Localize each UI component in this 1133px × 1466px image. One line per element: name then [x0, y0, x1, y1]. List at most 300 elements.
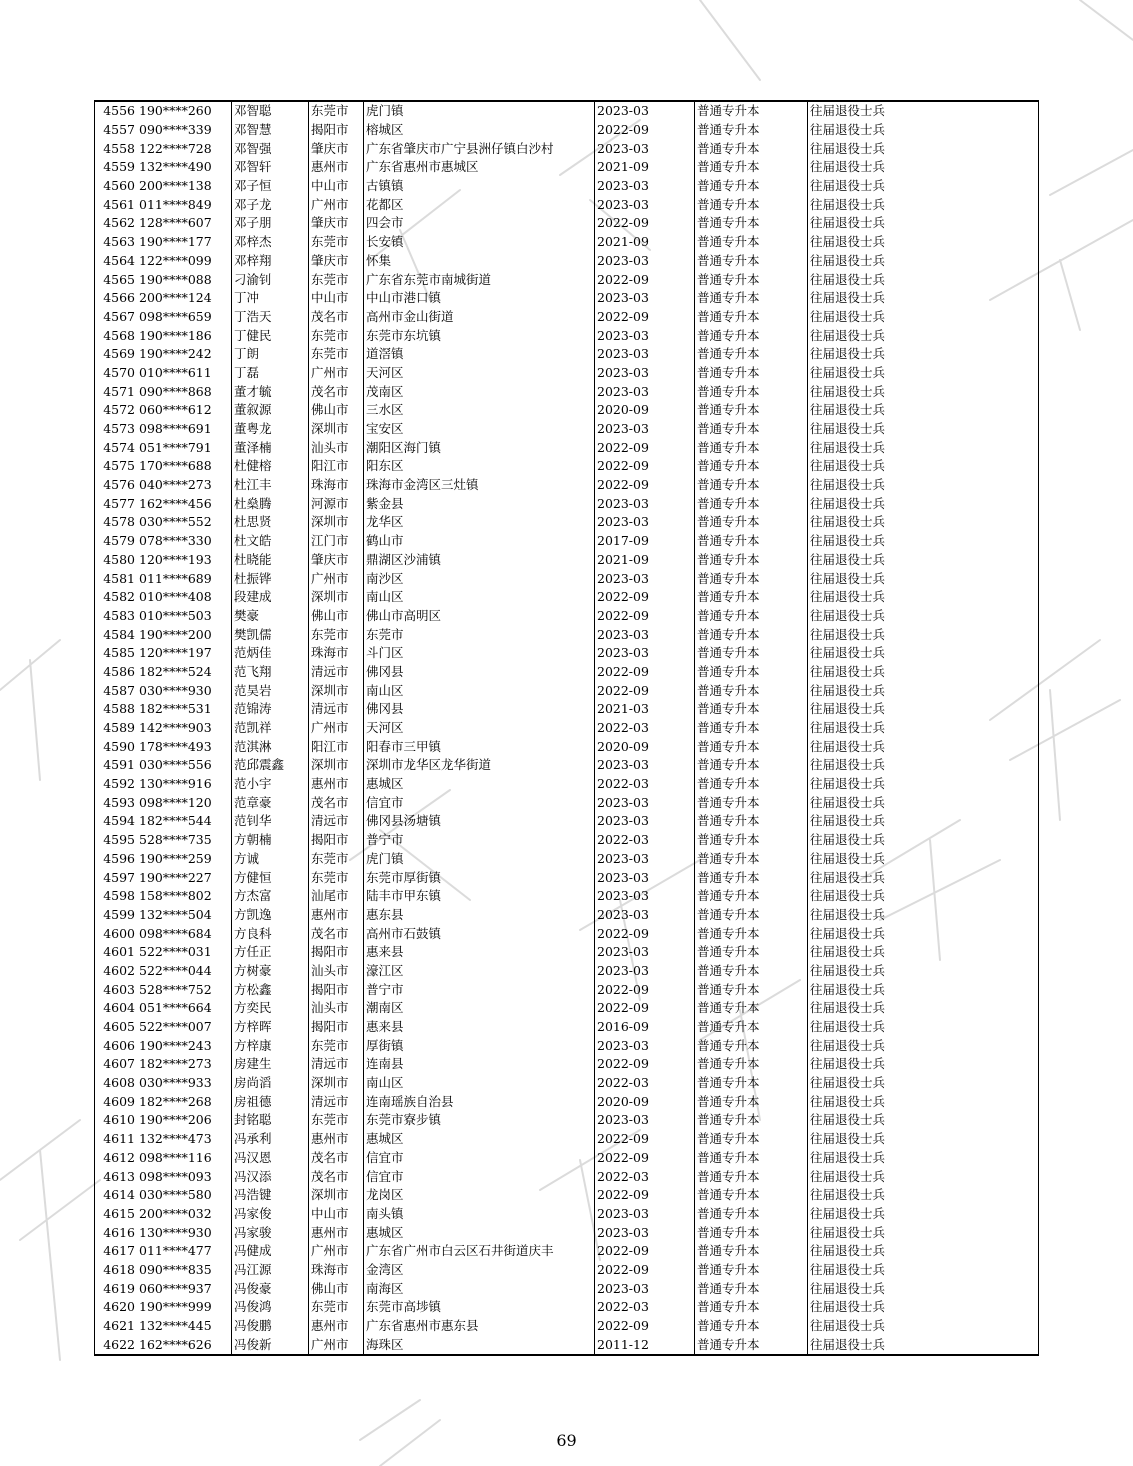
exam-type-cell: 普通专升本: [695, 887, 808, 906]
candidate-id-cell: 200****138: [137, 177, 232, 196]
address-cell: 信宜市: [364, 793, 595, 812]
row-number-cell: 4605: [95, 1018, 138, 1037]
candidate-name-cell: 范邱震鑫: [232, 756, 309, 775]
exam-type-cell: 普通专升本: [695, 793, 808, 812]
enlist-date-cell: 2023-03: [595, 906, 695, 925]
category-cell: 往届退役士兵: [808, 438, 1039, 457]
enlist-date-cell: 2023-03: [595, 195, 695, 214]
row-number-cell: 4586: [95, 663, 138, 682]
address-cell: 惠来县: [364, 1018, 595, 1037]
table-row: [95, 737, 1039, 756]
table-row: [95, 289, 1039, 308]
candidate-id-cell: 182****544: [137, 812, 232, 831]
city-cell: 广州市: [309, 195, 364, 214]
exam-type-cell: 普通专升本: [695, 158, 808, 177]
city-cell: 清远市: [309, 1092, 364, 1111]
table-row: [95, 644, 1039, 663]
category-cell: 往届退役士兵: [808, 569, 1039, 588]
enlist-date-cell: 2011-12: [595, 1335, 695, 1355]
candidate-name-cell: 丁朗: [232, 345, 309, 364]
enlist-date-cell: 2023-03: [595, 1205, 695, 1224]
table-row: [95, 1055, 1039, 1074]
row-number-cell: 4591: [95, 756, 138, 775]
enlist-date-cell: 2023-03: [595, 289, 695, 308]
table-row: [95, 1018, 1039, 1037]
candidate-id-cell: 011****477: [137, 1242, 232, 1261]
candidate-name-cell: 丁冲: [232, 289, 309, 308]
candidate-name-cell: 范淇淋: [232, 737, 309, 756]
candidate-id-cell: 078****330: [137, 532, 232, 551]
exam-type-cell: 普通专升本: [695, 1130, 808, 1149]
category-cell: 往届退役士兵: [808, 214, 1039, 233]
address-cell: 东莞市东坑镇: [364, 326, 595, 345]
table-row: [95, 999, 1039, 1018]
row-number-cell: 4608: [95, 1074, 138, 1093]
enlist-date-cell: 2023-03: [595, 139, 695, 158]
address-cell: 广东省广州市白云区石井街道庆丰: [364, 1242, 595, 1261]
city-cell: 揭阳市: [309, 121, 364, 140]
row-number-cell: 4571: [95, 382, 138, 401]
address-cell: 普宁市: [364, 831, 595, 850]
candidate-name-cell: 邓梓杰: [232, 233, 309, 252]
city-cell: 中山市: [309, 177, 364, 196]
category-cell: 往届退役士兵: [808, 401, 1039, 420]
category-cell: 往届退役士兵: [808, 513, 1039, 532]
exam-type-cell: 普通专升本: [695, 195, 808, 214]
enlist-date-cell: 2023-03: [595, 382, 695, 401]
candidate-name-cell: 邓智聪: [232, 101, 309, 121]
row-number-cell: 4564: [95, 252, 138, 271]
candidate-name-cell: 方杰富: [232, 887, 309, 906]
candidate-id-cell: 162****626: [137, 1335, 232, 1355]
category-cell: 往届退役士兵: [808, 1149, 1039, 1168]
address-cell: 惠东县: [364, 906, 595, 925]
table-row: [95, 345, 1039, 364]
category-cell: 往届退役士兵: [808, 607, 1039, 626]
candidate-name-cell: 方梓晖: [232, 1018, 309, 1037]
enlist-date-cell: 2023-03: [595, 364, 695, 383]
category-cell: 往届退役士兵: [808, 793, 1039, 812]
enlist-date-cell: 2022-09: [595, 663, 695, 682]
candidate-name-cell: 范小宇: [232, 775, 309, 794]
table-row: [95, 962, 1039, 981]
category-cell: 往届退役士兵: [808, 980, 1039, 999]
table-row: [95, 569, 1039, 588]
enlist-date-cell: 2022-09: [595, 438, 695, 457]
enlist-date-cell: 2023-03: [595, 625, 695, 644]
table-row: [95, 756, 1039, 775]
enlist-date-cell: 2020-09: [595, 401, 695, 420]
address-cell: 信宜市: [364, 1149, 595, 1168]
enlist-date-cell: 2022-03: [595, 775, 695, 794]
city-cell: 东莞市: [309, 101, 364, 121]
row-number-cell: 4584: [95, 625, 138, 644]
address-cell: 信宜市: [364, 1167, 595, 1186]
address-cell: 龙岗区: [364, 1186, 595, 1205]
address-cell: 鼎湖区沙浦镇: [364, 551, 595, 570]
category-cell: 往届退役士兵: [808, 551, 1039, 570]
address-cell: 佛冈县汤塘镇: [364, 812, 595, 831]
candidate-name-cell: 范锦涛: [232, 700, 309, 719]
city-cell: 广州市: [309, 1242, 364, 1261]
row-number-cell: 4596: [95, 850, 138, 869]
city-cell: 清远市: [309, 700, 364, 719]
address-cell: 虎门镇: [364, 850, 595, 869]
candidate-name-cell: 方凯逸: [232, 906, 309, 925]
candidate-id-cell: 040****273: [137, 476, 232, 495]
row-number-cell: 4557: [95, 121, 138, 140]
address-cell: 南海区: [364, 1279, 595, 1298]
row-number-cell: 4601: [95, 943, 138, 962]
city-cell: 惠州市: [309, 1317, 364, 1336]
candidate-name-cell: 方松鑫: [232, 980, 309, 999]
category-cell: 往届退役士兵: [808, 1317, 1039, 1336]
city-cell: 广州市: [309, 719, 364, 738]
exam-type-cell: 普通专升本: [695, 980, 808, 999]
candidate-name-cell: 丁健民: [232, 326, 309, 345]
address-cell: 惠城区: [364, 1130, 595, 1149]
city-cell: 茂名市: [309, 382, 364, 401]
candidate-id-cell: 132****490: [137, 158, 232, 177]
candidate-name-cell: 邓智强: [232, 139, 309, 158]
enlist-date-cell: 2023-03: [595, 1279, 695, 1298]
table-row: [95, 1279, 1039, 1298]
category-cell: 往届退役士兵: [808, 270, 1039, 289]
table-row: [95, 364, 1039, 383]
candidate-id-cell: 120****193: [137, 551, 232, 570]
row-number-cell: 4583: [95, 607, 138, 626]
table-row: [95, 1130, 1039, 1149]
enlist-date-cell: 2022-09: [595, 1317, 695, 1336]
exam-type-cell: 普通专升本: [695, 569, 808, 588]
table-row: [95, 868, 1039, 887]
row-number-cell: 4566: [95, 289, 138, 308]
table-row: [95, 719, 1039, 738]
exam-type-cell: 普通专升本: [695, 831, 808, 850]
city-cell: 汕头市: [309, 999, 364, 1018]
candidate-name-cell: 邓子朋: [232, 214, 309, 233]
row-number-cell: 4558: [95, 139, 138, 158]
table-row: [95, 420, 1039, 439]
city-cell: 惠州市: [309, 1223, 364, 1242]
category-cell: 往届退役士兵: [808, 1205, 1039, 1224]
category-cell: 往届退役士兵: [808, 326, 1039, 345]
category-cell: 往届退役士兵: [808, 233, 1039, 252]
city-cell: 广州市: [309, 1335, 364, 1355]
exam-type-cell: 普通专升本: [695, 438, 808, 457]
enlist-date-cell: 2022-09: [595, 607, 695, 626]
category-cell: 往届退役士兵: [808, 1130, 1039, 1149]
candidate-name-cell: 冯汉添: [232, 1167, 309, 1186]
candidate-name-cell: 邓智慧: [232, 121, 309, 140]
candidate-id-cell: 060****937: [137, 1279, 232, 1298]
candidate-name-cell: 樊豪: [232, 607, 309, 626]
roster-table: [94, 100, 1039, 1356]
address-cell: 南山区: [364, 588, 595, 607]
table-row: [95, 532, 1039, 551]
category-cell: 往届退役士兵: [808, 737, 1039, 756]
table-row: [95, 1335, 1039, 1355]
city-cell: 东莞市: [309, 326, 364, 345]
address-cell: 阳春市三甲镇: [364, 737, 595, 756]
candidate-name-cell: 刁渝钊: [232, 270, 309, 289]
category-cell: 往届退役士兵: [808, 962, 1039, 981]
exam-type-cell: 普通专升本: [695, 101, 808, 121]
city-cell: 东莞市: [309, 625, 364, 644]
enlist-date-cell: 2023-03: [595, 1223, 695, 1242]
row-number-cell: 4610: [95, 1111, 138, 1130]
category-cell: 往届退役士兵: [808, 663, 1039, 682]
exam-type-cell: 普通专升本: [695, 1167, 808, 1186]
enlist-date-cell: 2022-03: [595, 1298, 695, 1317]
city-cell: 东莞市: [309, 1111, 364, 1130]
row-number-cell: 4573: [95, 420, 138, 439]
address-cell: 潮南区: [364, 999, 595, 1018]
exam-type-cell: 普通专升本: [695, 850, 808, 869]
table-row: [95, 1186, 1039, 1205]
enlist-date-cell: 2021-09: [595, 158, 695, 177]
row-number-cell: 4598: [95, 887, 138, 906]
table-row: [95, 1261, 1039, 1280]
city-cell: 深圳市: [309, 756, 364, 775]
enlist-date-cell: 2023-03: [595, 756, 695, 775]
table-row: [95, 906, 1039, 925]
address-cell: 惠来县: [364, 943, 595, 962]
candidate-id-cell: 130****916: [137, 775, 232, 794]
category-cell: 往届退役士兵: [808, 924, 1039, 943]
exam-type-cell: 普通专升本: [695, 532, 808, 551]
address-cell: 潮阳区海门镇: [364, 438, 595, 457]
table-row: [95, 943, 1039, 962]
exam-type-cell: 普通专升本: [695, 233, 808, 252]
candidate-name-cell: 杜晓能: [232, 551, 309, 570]
candidate-id-cell: 098****691: [137, 420, 232, 439]
table-row: [95, 457, 1039, 476]
exam-type-cell: 普通专升本: [695, 1335, 808, 1355]
row-number-cell: 4594: [95, 812, 138, 831]
table-row: [95, 308, 1039, 327]
category-cell: 往届退役士兵: [808, 588, 1039, 607]
city-cell: 佛山市: [309, 401, 364, 420]
candidate-id-cell: 130****930: [137, 1223, 232, 1242]
exam-type-cell: 普通专升本: [695, 607, 808, 626]
row-number-cell: 4595: [95, 831, 138, 850]
category-cell: 往届退役士兵: [808, 195, 1039, 214]
address-cell: 怀集: [364, 252, 595, 271]
exam-type-cell: 普通专升本: [695, 644, 808, 663]
enlist-date-cell: 2022-03: [595, 1074, 695, 1093]
candidate-id-cell: 132****445: [137, 1317, 232, 1336]
candidate-name-cell: 冯家俊: [232, 1205, 309, 1224]
category-cell: 往届退役士兵: [808, 1186, 1039, 1205]
candidate-id-cell: 030****933: [137, 1074, 232, 1093]
enlist-date-cell: 2022-09: [595, 999, 695, 1018]
row-number-cell: 4574: [95, 438, 138, 457]
exam-type-cell: 普通专升本: [695, 177, 808, 196]
category-cell: 往届退役士兵: [808, 532, 1039, 551]
candidate-name-cell: 冯健成: [232, 1242, 309, 1261]
table-row: [95, 1036, 1039, 1055]
address-cell: 东莞市高埗镇: [364, 1298, 595, 1317]
exam-type-cell: 普通专升本: [695, 924, 808, 943]
candidate-id-cell: 190****186: [137, 326, 232, 345]
candidate-id-cell: 200****124: [137, 289, 232, 308]
city-cell: 深圳市: [309, 1186, 364, 1205]
category-cell: 往届退役士兵: [808, 308, 1039, 327]
table-row: [95, 793, 1039, 812]
category-cell: 往届退役士兵: [808, 906, 1039, 925]
address-cell: 高州市金山街道: [364, 308, 595, 327]
table-row: [95, 1223, 1039, 1242]
row-number-cell: 4581: [95, 569, 138, 588]
candidate-id-cell: 098****093: [137, 1167, 232, 1186]
row-number-cell: 4612: [95, 1149, 138, 1168]
table-row: [95, 625, 1039, 644]
city-cell: 深圳市: [309, 588, 364, 607]
candidate-name-cell: 杜振铧: [232, 569, 309, 588]
address-cell: 东莞市寮步镇: [364, 1111, 595, 1130]
exam-type-cell: 普通专升本: [695, 1092, 808, 1111]
city-cell: 汕头市: [309, 438, 364, 457]
table-row: [95, 494, 1039, 513]
candidate-id-cell: 011****689: [137, 569, 232, 588]
candidate-id-cell: 128****607: [137, 214, 232, 233]
candidate-name-cell: 冯浩键: [232, 1186, 309, 1205]
row-number-cell: 4599: [95, 906, 138, 925]
enlist-date-cell: 2023-03: [595, 1036, 695, 1055]
candidate-name-cell: 冯承利: [232, 1130, 309, 1149]
candidate-id-cell: 190****260: [137, 101, 232, 121]
city-cell: 惠州市: [309, 158, 364, 177]
category-cell: 往届退役士兵: [808, 625, 1039, 644]
city-cell: 珠海市: [309, 476, 364, 495]
exam-type-cell: 普通专升本: [695, 382, 808, 401]
address-cell: 连南瑶族自治县: [364, 1092, 595, 1111]
category-cell: 往届退役士兵: [808, 700, 1039, 719]
candidate-id-cell: 190****200: [137, 625, 232, 644]
table-row: [95, 513, 1039, 532]
exam-type-cell: 普通专升本: [695, 775, 808, 794]
enlist-date-cell: 2022-09: [595, 1261, 695, 1280]
candidate-id-cell: 051****664: [137, 999, 232, 1018]
city-cell: 茂名市: [309, 308, 364, 327]
category-cell: 往届退役士兵: [808, 1335, 1039, 1355]
candidate-name-cell: 杜健榕: [232, 457, 309, 476]
city-cell: 汕尾市: [309, 887, 364, 906]
row-number-cell: 4585: [95, 644, 138, 663]
city-cell: 东莞市: [309, 1298, 364, 1317]
candidate-name-cell: 方诚: [232, 850, 309, 869]
city-cell: 珠海市: [309, 644, 364, 663]
table-row: [95, 195, 1039, 214]
candidate-id-cell: 182****524: [137, 663, 232, 682]
city-cell: 广州市: [309, 569, 364, 588]
table-row: [95, 1167, 1039, 1186]
candidate-id-cell: 190****206: [137, 1111, 232, 1130]
address-cell: 濠江区: [364, 962, 595, 981]
candidate-name-cell: 房祖德: [232, 1092, 309, 1111]
exam-type-cell: 普通专升本: [695, 364, 808, 383]
table-row: [95, 139, 1039, 158]
address-cell: 高州市石鼓镇: [364, 924, 595, 943]
city-cell: 惠州市: [309, 906, 364, 925]
exam-type-cell: 普通专升本: [695, 1317, 808, 1336]
row-number-cell: 4576: [95, 476, 138, 495]
exam-type-cell: 普通专升本: [695, 1223, 808, 1242]
address-cell: 虎门镇: [364, 101, 595, 121]
candidate-name-cell: 董才毓: [232, 382, 309, 401]
row-number-cell: 4622: [95, 1335, 138, 1355]
category-cell: 往届退役士兵: [808, 101, 1039, 121]
category-cell: 往届退役士兵: [808, 364, 1039, 383]
address-cell: 三水区: [364, 401, 595, 420]
city-cell: 汕头市: [309, 962, 364, 981]
exam-type-cell: 普通专升本: [695, 1261, 808, 1280]
row-number-cell: 4580: [95, 551, 138, 570]
exam-type-cell: 普通专升本: [695, 1279, 808, 1298]
enlist-date-cell: 2023-03: [595, 177, 695, 196]
enlist-date-cell: 2021-03: [595, 700, 695, 719]
candidate-name-cell: 方健恒: [232, 868, 309, 887]
address-cell: 陆丰市甲东镇: [364, 887, 595, 906]
candidate-name-cell: 封铭聪: [232, 1111, 309, 1130]
address-cell: 道滘镇: [364, 345, 595, 364]
address-cell: 连南县: [364, 1055, 595, 1074]
category-cell: 往届退役士兵: [808, 868, 1039, 887]
address-cell: 广东省惠州市惠城区: [364, 158, 595, 177]
enlist-date-cell: 2023-03: [595, 1111, 695, 1130]
category-cell: 往届退役士兵: [808, 756, 1039, 775]
category-cell: 往届退役士兵: [808, 943, 1039, 962]
row-number-cell: 4577: [95, 494, 138, 513]
candidate-id-cell: 182****273: [137, 1055, 232, 1074]
enlist-date-cell: 2023-03: [595, 420, 695, 439]
candidate-name-cell: 范凯祥: [232, 719, 309, 738]
enlist-date-cell: 2023-03: [595, 793, 695, 812]
table-row: [95, 252, 1039, 271]
enlist-date-cell: 2023-03: [595, 101, 695, 121]
table-row: [95, 588, 1039, 607]
candidate-id-cell: 098****116: [137, 1149, 232, 1168]
category-cell: 往届退役士兵: [808, 289, 1039, 308]
exam-type-cell: 普通专升本: [695, 326, 808, 345]
exam-type-cell: 普通专升本: [695, 756, 808, 775]
category-cell: 往届退役士兵: [808, 252, 1039, 271]
category-cell: 往届退役士兵: [808, 1223, 1039, 1242]
table-row: [95, 1242, 1039, 1261]
candidate-id-cell: 182****268: [137, 1092, 232, 1111]
category-cell: 往届退役士兵: [808, 644, 1039, 663]
enlist-date-cell: 2023-03: [595, 326, 695, 345]
candidate-id-cell: 030****930: [137, 681, 232, 700]
candidate-id-cell: 030****556: [137, 756, 232, 775]
address-cell: 南山区: [364, 1074, 595, 1093]
exam-type-cell: 普通专升本: [695, 943, 808, 962]
candidate-name-cell: 杜思贤: [232, 513, 309, 532]
enlist-date-cell: 2016-09: [595, 1018, 695, 1037]
exam-type-cell: 普通专升本: [695, 1149, 808, 1168]
candidate-id-cell: 122****728: [137, 139, 232, 158]
candidate-name-cell: 冯家骏: [232, 1223, 309, 1242]
enlist-date-cell: 2020-09: [595, 1092, 695, 1111]
candidate-id-cell: 522****007: [137, 1018, 232, 1037]
exam-type-cell: 普通专升本: [695, 1205, 808, 1224]
candidate-name-cell: 邓子恒: [232, 177, 309, 196]
candidate-name-cell: 房建生: [232, 1055, 309, 1074]
candidate-id-cell: 528****752: [137, 980, 232, 999]
candidate-name-cell: 董叙源: [232, 401, 309, 420]
row-number-cell: 4568: [95, 326, 138, 345]
